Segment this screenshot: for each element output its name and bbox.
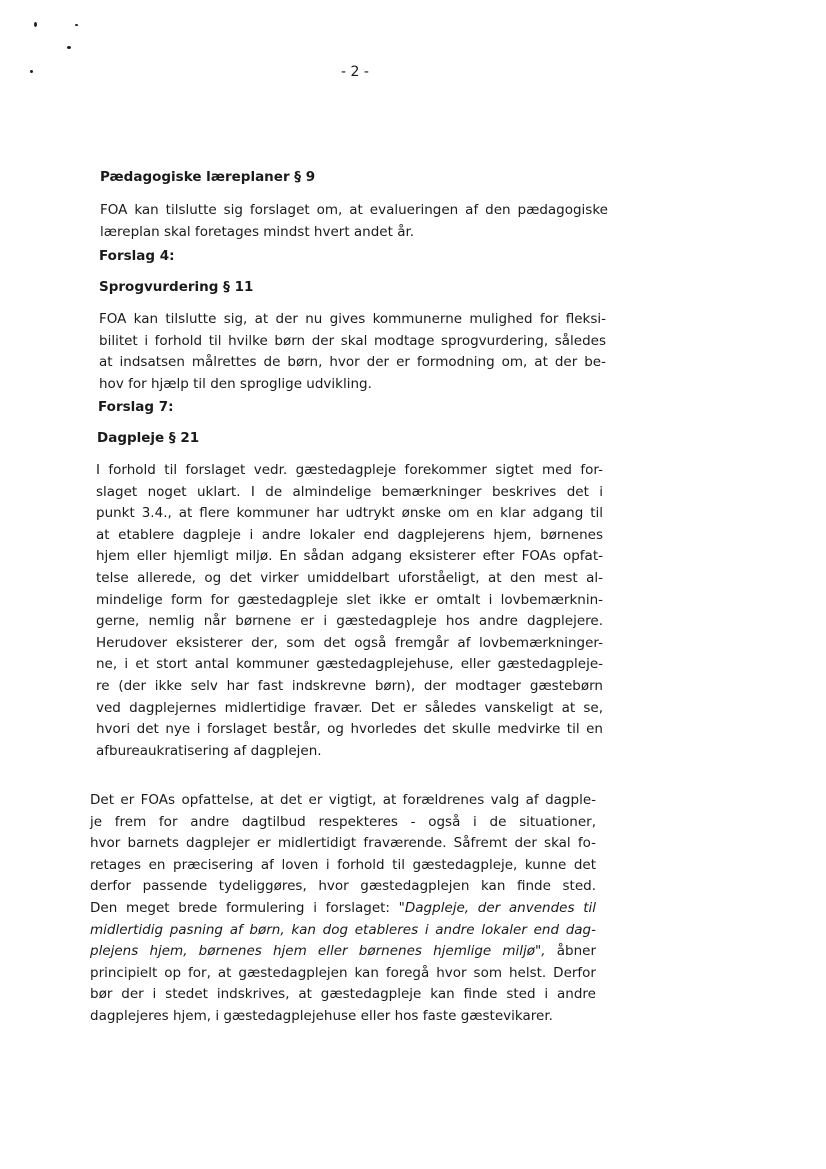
- text-line: ne, i et stort antal kommuner gæstedagplejehuse, eller gæstedagpleje-: [96, 656, 603, 673]
- text-line: re (der ikke selv har fast indskrevne børn), der modtager gæstebørn: [96, 677, 603, 694]
- text-line: [90, 898, 596, 920]
- paragraph-laereplaner: [100, 200, 608, 243]
- scan-speck: [34, 22, 37, 27]
- text-line: Herudover eksisterer der, som det også fremgår af lovbemærkninger-: [96, 634, 603, 651]
- heading-sprogvurdering: Sprogvurdering § 11: [99, 279, 254, 295]
- text-line: slaget noget uklart. I de almindelige bemærkninger beskrives det i: [96, 483, 603, 500]
- text-line: hov for hjælp til den sproglige udvikling.: [99, 375, 372, 392]
- quote-segment: "Dagpleje, der anvendes til: [398, 899, 596, 916]
- scan-speck: [75, 24, 78, 26]
- text-segment: åbner: [545, 943, 596, 960]
- text-line: Det er FOAs opfattelse, at det er vigtigt, at forældrenes valg af dagple-: [90, 792, 596, 808]
- text-line: hjem eller hjemligt miljø. En sådan adgang eksisterer efter FOAs opfat-: [96, 548, 603, 565]
- text-line: I forhold til forslaget vedr. gæstedagpleje forekommer sigtet med for-: [96, 462, 603, 478]
- text-line: je frem for andre dagtilbud respekteres - også i de situationer,: [90, 813, 596, 830]
- text-line: midlertidig pasning af børn, kan dog etableres i andre lokaler end dag-: [90, 921, 596, 938]
- text-line: gerne, nemlig når børnene er i gæstedagpleje hos andre dagplejere.: [96, 613, 603, 630]
- text-line: læreplan skal foretages mindst hvert andet år.: [100, 223, 415, 240]
- text-line: ved dagplejernes midlertidige fravær. Det er således vanskeligt at se,: [96, 699, 603, 716]
- text-line: at indsatsen målrettes de børn, hvor der er formodning om, at der be-: [99, 354, 606, 371]
- text-line: FOA kan tilslutte sig, at der nu gives kommunerne mulighed for fleksi-: [99, 311, 606, 327]
- paragraph-dagpleje: [96, 460, 603, 762]
- text-line: bør der i stedet indskrives, at gæstedagpleje kan finde sted i andre: [90, 986, 596, 1003]
- text-line: retages en præcisering af loven i forhold til gæstedagpleje, kunne det: [90, 856, 596, 873]
- paragraph-foa-opfattelse: [90, 790, 596, 1028]
- text-line: mindelige form for gæstedagpleje slet ikke er omtalt i lovbemærknin-: [96, 591, 603, 608]
- text-line: bilitet i forhold til hvilke børn der skal modtage sprogvurdering, således: [99, 332, 606, 349]
- quote-segment: plejens hjem, børnenes hjem eller børnenes hjemlige miljø",: [90, 943, 546, 960]
- page-number: - 2 -: [341, 64, 369, 80]
- text-line: afbureaukratisering af dagplejen.: [96, 742, 322, 759]
- text-line: at etablere dagpleje i andre lokaler end dagplejerens hjem, børnenes: [96, 526, 603, 543]
- text-line: punkt 3.4., at flere kommuner har udtrykt ønske om en klar adgang til: [96, 505, 603, 522]
- heading-dagpleje: Dagpleje § 21: [97, 430, 200, 446]
- text-line: telse allerede, og det virker umiddelbart uforståeligt, at den mest al-: [96, 569, 603, 586]
- text-line: hvor barnets dagplejer er midlertidigt fraværende. Såfremt der skal fo-: [90, 835, 596, 852]
- text-line: principielt op for, at gæstedagplejen kan foregå hvor som helst. Derfor: [90, 964, 596, 981]
- heading-forslag-4: Forslag 4:: [99, 248, 175, 264]
- text-line: [90, 941, 596, 963]
- text-line: derfor passende tydeliggøres, hvor gæstedagplejen kan finde sted.: [90, 878, 596, 895]
- heading-laereplaner: Pædagogiske læreplaner § 9: [100, 169, 316, 185]
- text-segment: Den meget brede formulering i forslaget:: [90, 899, 399, 916]
- text-line: dagplejeres hjem, i gæstedagplejehuse eller hos faste gæstevikarer.: [90, 1007, 553, 1024]
- text-line: FOA kan tilslutte sig forslaget om, at evalueringen af den pædagogiske: [100, 202, 608, 218]
- heading-forslag-7: Forslag 7:: [98, 399, 174, 415]
- scan-speck: [67, 46, 71, 49]
- text-line: hvori det nye i forslaget består, og hvorledes det skulle medvirke til en: [96, 721, 603, 738]
- paragraph-sprogvurdering: [99, 309, 606, 395]
